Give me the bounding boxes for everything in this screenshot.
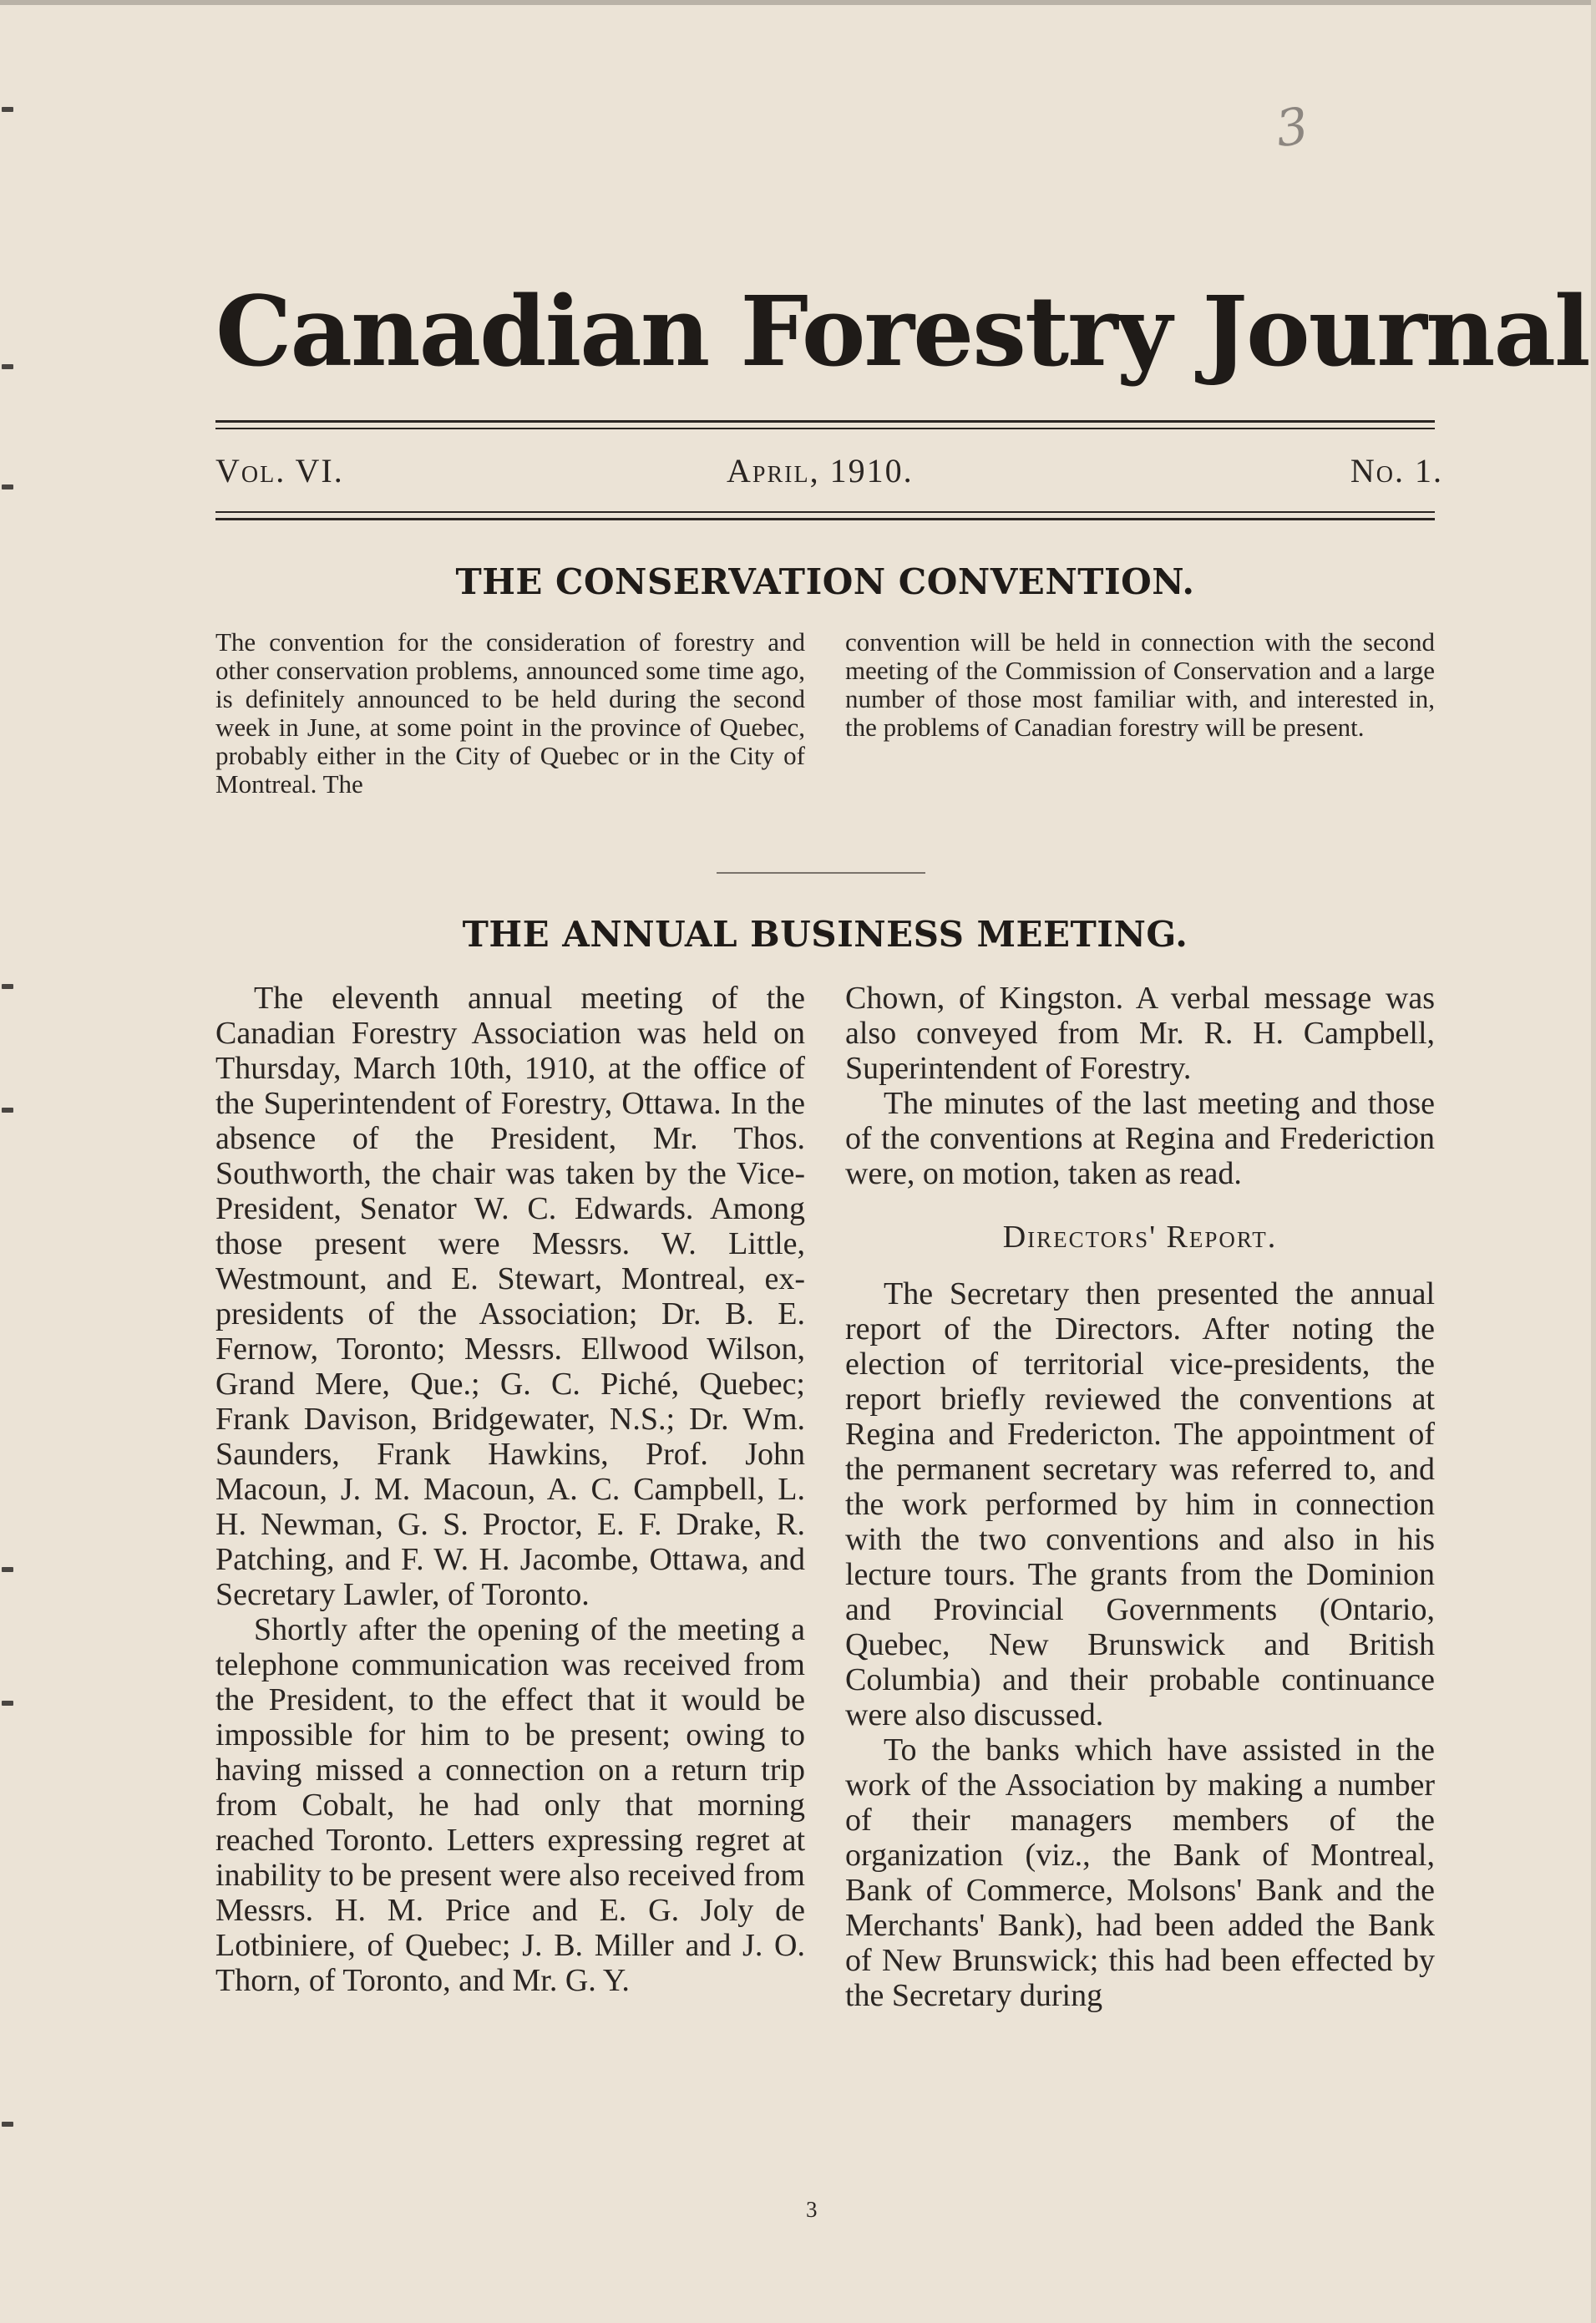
article-paragraph: The Secretary then presented the annual report of the Directors. After noting the election of territorial vice-presidents, the report briefly reviewed the conventions at Regina and Fredericton. The appointment of the permanent secretary was referred to, and the work performed by him in connection with the two conventions and also in his lecture tours. The grants from the Dominion and Provincial Governments (Ontario, Quebec, New Brunswick and British Columbia) and their probable continuance were also discussed. <box>845 1276 1435 1732</box>
article-paragraph: Shortly after the opening of the meeting a telephone communication was received from the President, to the effect that it would be impossible for him to be present; owing to having missed a connection on a return trip from Cobalt, he had only that morning reached Toronto. Letters expressing regret at inability to be present were also received from Messrs. H. M. Price and E. G. Joly de Lotbiniere, of Quebec; J. B. Miller and J. O. Thorn, of Toronto, and Mr. G. Y. <box>215 1612 805 1998</box>
masthead-rule-top <box>215 420 1435 423</box>
article-paragraph: The convention for the consideration of forestry and other conservation problems, announced some time ago, is definitely announced to be held during the second week in June, at some point in the province of Quebec, probably either in the City of Quebec or in the City of Montreal. The <box>215 627 805 799</box>
report-subheading: Directors' Report. <box>1002 1220 1278 1255</box>
article-column-right <box>845 981 1435 2013</box>
section-divider <box>717 872 925 874</box>
issue-line <box>215 451 1443 493</box>
binding-mark <box>2 1567 13 1572</box>
page-right-edge <box>1591 0 1596 2323</box>
article-paragraph: Chown, of Kingston. A verbal message was also conveyed from Mr. R. H. Campbell, Superintendent of Forestry. <box>845 981 1435 1086</box>
binding-mark <box>2 1701 13 1706</box>
article-column-right <box>845 628 1435 742</box>
binding-mark <box>2 984 13 989</box>
binding-mark <box>2 364 13 369</box>
issue-number: No. 1. <box>1350 452 1443 489</box>
binding-mark <box>2 484 13 489</box>
article-column-left <box>215 628 805 799</box>
issue-date: April, 1910. <box>727 452 914 489</box>
article-paragraph: To the banks which have assisted in the work of the Association by making a number of their managers members of the organization (viz., the Bank of Montreal, Bank of Commerce, Molsons' Bank and the Merchants' Bank), had been added the Bank of New Brunswick; this had been effected by the Secretary during <box>845 1732 1435 2013</box>
article-paragraph: The minutes of the last meeting and those of the conventions at Regina and Frederiction were, on motion, taken as read. <box>845 1086 1435 1191</box>
journal-title: Canadian Forestry Journal <box>215 276 1589 388</box>
article-heading: THE ANNUAL BUSINESS MEETING. <box>462 914 1188 955</box>
handwritten-page-number: 3 <box>1272 96 1312 160</box>
binding-mark <box>2 2122 13 2127</box>
masthead-rule-top-inner <box>215 428 1435 429</box>
article-column-left <box>215 981 805 1998</box>
page-folio: 3 <box>806 2197 818 2222</box>
article-paragraph: convention will be held in connection with the second meeting of the Commission of Conservation and a large number of those most familiar with, and interested in, the problems of Canadian forestry will be present. <box>845 627 1435 742</box>
binding-mark <box>2 107 13 112</box>
binding-mark <box>2 1108 13 1113</box>
article-heading: THE CONSERVATION CONVENTION. <box>455 561 1195 602</box>
article-paragraph: The eleventh annual meeting of the Canadian Forestry Association was held on Thursday, March 10th, 1910, at the office of the Superintendent of Forestry, Ottawa. In the absence of the President, Mr. Thos. Southworth, the chair was taken by the Vice-President, Senator W. C. Edwards. Among those present were Messrs. W. Little, Westmount, and E. Stewart, Montreal, ex-presidents of the Association; Dr. B. E. Fernow, Toronto; Messrs. Ellwood Wilson, Grand Mere, Que.; G. C. Piché, Quebec; Frank Davison, Bridgewater, N.S.; Dr. Wm. Saunders, Frank Hawkins, Prof. John Macoun, J. M. Macoun, A. C. Campbell, L. H. Newman, G. S. Proctor, E. F. Drake, R. Patching, and F. W. H. Jacombe, Ottawa, and Secretary Lawler, of Toronto. <box>215 981 805 1612</box>
masthead-rule-bottom-inner <box>215 518 1435 520</box>
page-top-edge <box>0 0 1596 5</box>
issue-volume: Vol. VI. <box>215 452 344 489</box>
masthead-rule-bottom <box>215 511 1435 513</box>
